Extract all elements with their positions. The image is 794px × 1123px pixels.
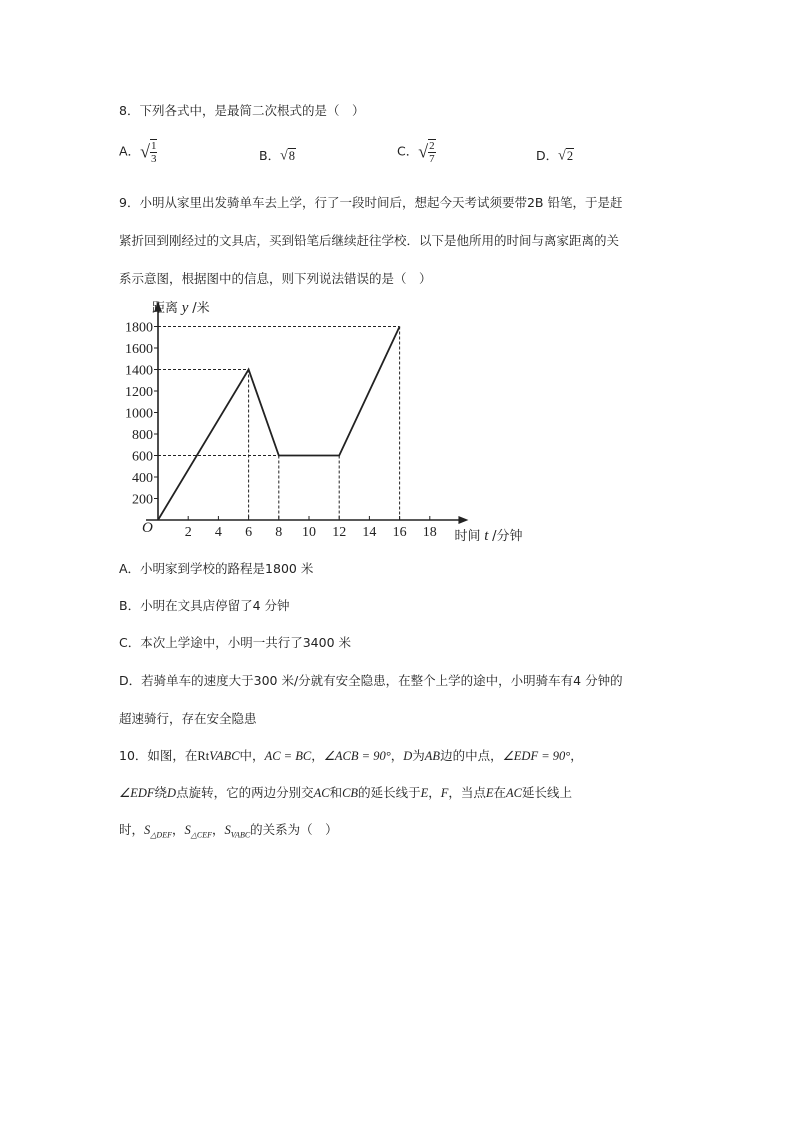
- y-tick-label: 800: [132, 428, 153, 443]
- x-tick-label: 12: [332, 525, 347, 540]
- origin-label: O: [142, 520, 153, 536]
- y-tick-label: 1200: [125, 385, 153, 400]
- q10-math: S: [184, 823, 191, 837]
- q9-stem-line3: 系示意图，根据图中的信息，则下列说法错误的是（ ）: [119, 271, 432, 286]
- q10-text: 时，: [119, 822, 145, 837]
- fraction-numerator: 1: [150, 140, 157, 152]
- q8-option-b[interactable]: [259, 146, 296, 165]
- x-tick-label: 16: [392, 525, 407, 540]
- q8-option-d-radicand: 2: [566, 149, 574, 163]
- distance-time-chart: [115, 292, 535, 552]
- q10-math: VABC: [209, 749, 240, 763]
- q9-stem-line1: 9．小明从家里出发骑单车去上学，行了一段时间后，想起今天考试须要带2B 铅笔，于是赶: [119, 195, 623, 210]
- q10-text: 10．如图，在: [119, 748, 198, 763]
- q10-stem-line3: [119, 820, 338, 840]
- q9-option-d-line1[interactable]: D．若骑单车的速度大于300 米/分就有安全隐患，在整个上学的途中，小明骑车有4 分钟的: [119, 673, 623, 688]
- q8-option-d[interactable]: [536, 146, 574, 165]
- q10-math: E: [420, 786, 429, 800]
- q8-option-c-fraction: [428, 139, 436, 165]
- fraction-denominator: 3: [150, 153, 157, 165]
- x-axis-arrow-icon: [458, 516, 468, 524]
- q10-math-sub: VABC: [230, 830, 251, 840]
- y-tick-label: 1400: [125, 363, 153, 379]
- q10-text: 在: [493, 785, 507, 800]
- q10-text: 延长线上: [522, 785, 573, 800]
- x-tick-label: 8: [275, 525, 283, 540]
- q10-text: 中，: [239, 748, 265, 763]
- q10-math: Rt: [197, 749, 210, 763]
- q10-math: F: [440, 786, 449, 800]
- q8-option-a-label: A．: [119, 143, 141, 159]
- q8-option-c-label: C．: [397, 143, 419, 159]
- q10-text: ，: [311, 748, 324, 763]
- x-tick-label: 6: [245, 525, 253, 540]
- q10-text: 的关系为（ ）: [250, 822, 338, 837]
- q10-text: ，: [171, 822, 185, 837]
- sqrt-icon: √: [558, 148, 566, 164]
- q8-stem: 8．下列各式中，是最简二次根式的是（ ）: [119, 103, 365, 118]
- x-tick-label: 10: [302, 525, 316, 540]
- x-axis-label: 时间 t /分钟: [454, 528, 523, 544]
- x-tick-label: 18: [422, 525, 437, 540]
- q10-math: E: [485, 786, 494, 800]
- q10-math: AC: [313, 786, 330, 800]
- y-tick-label: 600: [132, 449, 153, 465]
- q10-text: ，: [212, 822, 225, 837]
- q10-math: AB: [424, 749, 441, 763]
- q10-text: 边的中点，: [440, 748, 503, 763]
- y-axis-label: 距离 y /米: [152, 300, 210, 316]
- fraction-denominator: 7: [429, 153, 435, 165]
- q9-stem-line2: 紧折回到刚经过的文具店，买到铅笔后继续赶往学校．以下是他所用的时间与离家距离的关: [119, 233, 620, 248]
- x-tick-label: 2: [184, 525, 192, 540]
- y-tick-label: 1000: [125, 406, 153, 422]
- q10-math: AC = BC: [264, 749, 312, 763]
- q10-text: ，当点: [448, 785, 486, 800]
- q10-math: ∠EDF: [119, 786, 155, 800]
- q8-option-b-label: B．: [259, 148, 281, 163]
- q10-text: ，: [428, 785, 441, 800]
- q8-option-d-label: D．: [536, 148, 559, 163]
- q10-text: ，: [570, 748, 583, 763]
- q8-option-c[interactable]: [397, 139, 436, 165]
- q8-option-a-fraction: [150, 139, 158, 165]
- q10-math: ∠EDF = 90°: [502, 749, 571, 763]
- q10-math-sub: △DEF: [150, 830, 172, 840]
- x-tick-label: 14: [362, 525, 377, 540]
- fraction-numerator: 2: [429, 140, 435, 152]
- q10-text: 为: [412, 748, 425, 763]
- sqrt-icon: √: [280, 148, 288, 164]
- q10-math: D: [403, 749, 413, 763]
- q8-option-b-radicand: 8: [288, 149, 296, 163]
- q9-option-b[interactable]: B．小明在文具店停留了4 分钟: [119, 598, 290, 613]
- y-tick-label: 200: [132, 492, 153, 508]
- q9-option-c[interactable]: C．本次上学途中，小明一共行了3400 米: [119, 635, 352, 650]
- q9-option-a[interactable]: A．小明家到学校的路程是1800 米: [119, 561, 314, 576]
- sqrt-icon: √: [140, 141, 150, 162]
- q10-text: 点旋转，它的两边分别交: [176, 785, 314, 800]
- q10-math: AC: [506, 786, 523, 800]
- y-tick-label: 1800: [125, 320, 153, 336]
- q10-text: 的延长线于: [358, 785, 421, 800]
- q10-math: S: [144, 823, 151, 837]
- q10-text: ，: [390, 748, 404, 763]
- q10-math: CB: [342, 786, 359, 800]
- q10-stem-line2: [119, 783, 572, 801]
- q10-text: 和: [329, 785, 343, 800]
- q10-stem-line1: [119, 746, 583, 764]
- q10-math: ∠ACB = 90°: [323, 749, 391, 763]
- q8-option-a[interactable]: [119, 139, 157, 165]
- x-tick-label: 4: [214, 525, 222, 540]
- sqrt-icon: √: [418, 141, 429, 162]
- q10-math-sub: △CEF: [190, 830, 212, 840]
- y-tick-label: 400: [132, 471, 153, 486]
- q10-math: D: [167, 786, 177, 800]
- y-tick-label: 1600: [125, 342, 153, 357]
- q9-option-d-line2[interactable]: 超速骑行，存在安全隐患: [119, 711, 257, 726]
- q10-math: S: [224, 823, 231, 837]
- q10-text: 绕: [154, 785, 168, 800]
